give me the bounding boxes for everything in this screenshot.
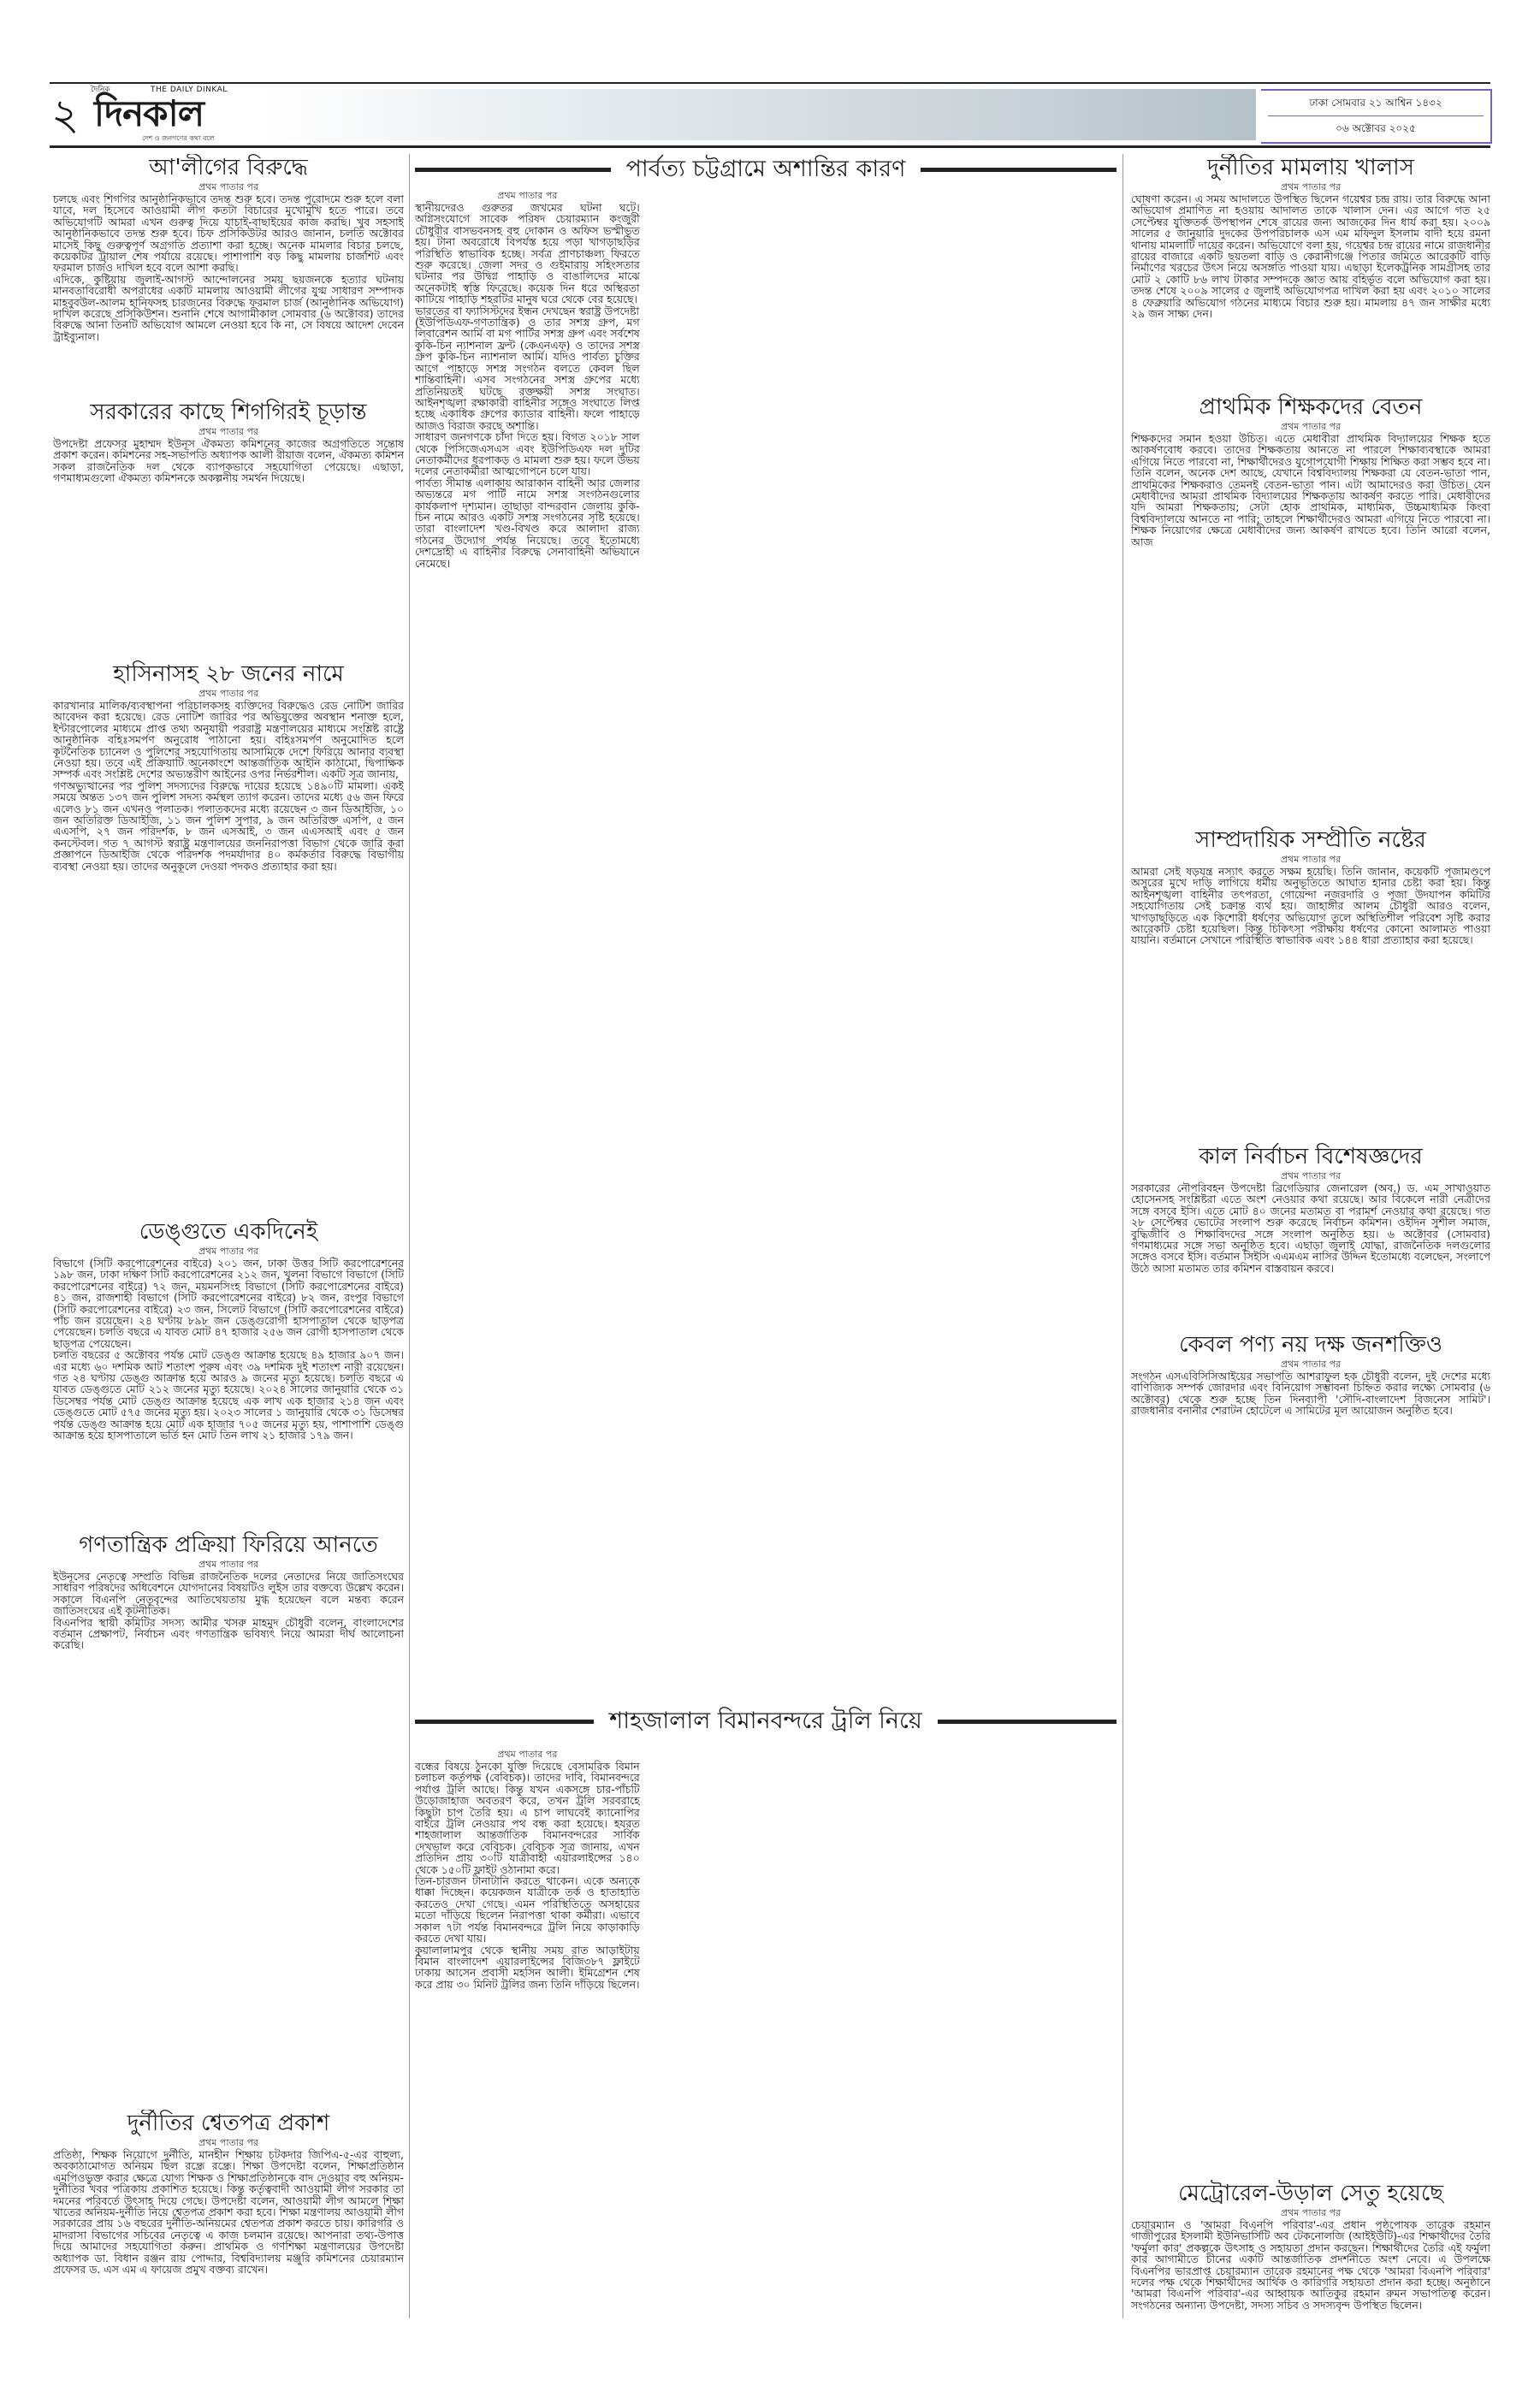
article-paragraph: বিএনপির স্থায়ী কমিটির সদস্য আমীর খসরু মাহমুদ চৌধুরী বলেন, বাংলাদেশের বর্তমান প্রেক্ষাপট, নির্বাচন এবং গণতান্ত্রিক ভবিষ্যৎ নিয়ে আমরা দীর্ঘ আলোচনা করেছি। — [53, 1615, 404, 1652]
article-dengue — [53, 1218, 404, 1528]
logo-english: THE DAILY DINKAL — [151, 86, 228, 94]
continuation-label: প্রথম পাতার পর — [198, 688, 259, 699]
article-paragraph: গণঅভ্যুত্থানের পর পুলিশ সদস্যদের বিরুদ্ধে দায়ের হয়েছে ১৪৯০টি মামলা। একই সময়ে অন্তত ১৩৭ জন পুলিশ সদস্য কর্মস্থল ত্যাগ করেন। তাদের মধ্যে ৫৬ জন ফিরে এলেও ৮১ জন এখনও পলাতক। পলাতকদের মধ্যে রয়েছেন ৩ জন ডিআইজি, ১০ জন অতিরিক্ত ডিআইজি, ১১ জন পুলিশ সুপার, ৯ জন অতিরিক্ত এসপি, ৫ জন এএসপি, ২৭ জন পরিদর্শক, ৮ জন এসআই, ৩ জন এএসআই এবং ৫ জন কনস্টেবল। গত ৭ আগস্ট স্বরাষ্ট্র মন্ত্রণালয়ের জননিরাপত্তা বিভাগ থেকে জারি করা প্রজ্ঞাপনে ডিআইজি থেকে পরিদর্শক পদমর্যাদার ৪০ কর্মকর্তার বিরুদ্ধে বিভাগীয় ব্যবস্থা নেওয়া হয়। তাদের অনুকূলে দেওয়া পদকও প্রত্যাহার করা হয়। — [53, 779, 404, 873]
article-alig — [53, 154, 404, 395]
article-kebol — [1131, 1331, 1490, 2178]
headline-bar — [415, 1720, 594, 1724]
headline-bar — [938, 1720, 1116, 1724]
headline: সরকারের কাছে শিগগিরই চূড়ান্ত — [90, 400, 367, 425]
page-number: ২ — [51, 90, 80, 139]
continuation-label: প্রথম পাতার পর — [1280, 1170, 1342, 1181]
continuation-label: প্রথম পাতার পর — [1280, 854, 1342, 865]
article-paragraph: প্রতিষ্ঠা, শিক্ষক নিয়োগে দুর্নীতি, মানহীন শিক্ষায় চটকদার জিপিএ-৫-এর বাহুল্য, অবকাঠামোগত অনিয়ম ছিল রন্ধ্রে রন্ধ্রে। শিক্ষা উপদেষ্টা বলেন, শিক্ষাপ্রতিষ্ঠান এমপিওভুক্ত করার ক্ষেত্রে যোগ্য শিক্ষক ও শিক্ষাপ্রতিষ্ঠানকে বাদ দেওয়ার বহু অনিয়ম-দুর্নীতির খবর পত্রিকায় প্রকাশিত হয়েছে। কিন্তু কর্তৃত্ববাদী আওয়ামী লীগ সরকার তা দমনের পরিবর্তে উৎসাহ দিয়ে গেছে। উপদেষ্টা বলেন, আওয়ামী লীগ আমলে শিক্ষা খাতের অনিয়ম-দুর্নীতি নিয়ে শ্বেতপত্র প্রকাশ করা হবে। শিক্ষা মন্ত্রণালয় আওয়ামী লীগ সরকারের প্রায় ১৬ বছরের দুর্নীতি-অনিয়মের শ্বেতপত্র প্রকাশ করতে চায়। কারিগরি ও মাদরাসা বিভাগের সচিবের নেতৃত্বে এ কাজ চলমান রয়েছে। আপনারা তথ্য-উপাত্ত দিয়ে আমাদের সহযোগিতা করুন। প্রাথমিক ও গণশিক্ষা মন্ত্রণালয়ের উপদেষ্টা অধ্যাপক ডা. বিধান রঞ্জন রায় পোদ্দার, বিশ্ববিদ্যালয় মঞ্জুরি কমিশনের চেয়ারম্যান প্রফেসর ড. এস এম এ ফায়েজ প্রমুখ বক্তব্য রাখেন। — [53, 2148, 404, 2277]
continuation-label: প্রথম পাতার পর — [198, 426, 259, 437]
headline: মেট্রোরেল-উড়াল সেতু হয়েছে — [1177, 2181, 1444, 2206]
headline-bar — [415, 168, 611, 172]
continuation-label: প্রথম পাতার পর — [1280, 181, 1342, 192]
article-paragraph: সংগঠন এসএবিসিসিআইয়ের সভাপতি আশরাফুল হক চৌধুরী বলেন, দুই দেশের মধ্যে বাণিজ্যিক সম্পর্ক জোরদার এবং বিনিয়োগ সম্ভাবনা চিহ্নিত করার লক্ষ্যে সোমবার (৬ অক্টোবর) থেকে শুরু হচ্ছে তিন দিনব্যাপী 'সৌদি-বাংলাদেশ বিজনেস সামিট'। রাজধানীর বনানীর শেরাটন হোটেলে এ সামিটের মূল আয়োজন অনুষ্ঠিত হবে। — [1131, 1370, 1490, 1418]
continuation-label: প্রথম পাতার পর — [1280, 1359, 1342, 1370]
continuation-label: প্রথম পাতার পর — [497, 1749, 558, 1760]
headline-parbatya-row — [415, 154, 1116, 185]
date-bangla: ঢাকা সোমবার ২১ আশ্বিন ১৪৩২ — [1268, 91, 1484, 116]
article-paragraph: চেয়ারম্যান ও 'আমরা বিএনপি পরিবার'-এর প্রধান পৃষ্ঠপোষক তারেক রহমান গাজীপুরের ইসলামী ইউনিভার্সিটি অব টেকনোলজি (আইইউটি)-এর শিক্ষার্থীদের তৈরি 'ফর্মুলা কার' প্রকল্পকে উৎসাহ ও সহায়তা প্রদান করছেন। শিক্ষার্থীদের তৈরি এই ফর্মুলা কার আগামীতে চীনের একটি আন্তর্জাতিক প্রদর্শনীতে অংশ নেবে। এ উপলক্ষে বিএনপির ভারপ্রাপ্ত চেয়ারম্যান তারেক রহমানের পক্ষ থেকে 'আমরা বিএনপি পরিবার' দলের পক্ষ থেকে শিক্ষার্থীদের আর্থিক ও কারিগরি সহায়তা প্রদান করা হচ্ছে। অনুষ্ঠানে 'আমরা বিএনপি পরিবার'-এর আহ্বায়ক আতিকুর রহমান রুমন সভাপতিত্ব করেন। সংগঠনের অন্যান্য উপদেষ্টা, সদস্য সচিব ও সদস্যবৃন্দ উপস্থিত ছিলেন। — [1131, 2218, 1490, 2312]
article-paragraph: চলতি বছরের ৫ অক্টোবর পর্যন্ত মোট ডেঙ্গু আক্রান্ত হয়েছে ৪৯ হাজার ৯০৭ জন। এর মধ্যে ৬০ দশমিক আট শতাংশ পুরুষ এবং ৩৯ দশমিক দুই শতাংশ নারী রয়েছেন। গত ২৪ ঘণ্টায় ডেঙ্গু আক্রান্ত হয়ে আরও ৯ জনের মৃত্যু হয়েছে। চলতি বছরে এ যাবত ডেঙ্গুতে মোট ২১২ জনের মৃত্যু হয়েছে। ২০২৪ সালের জানুয়ারি থেকে ৩১ ডিসেম্বর পর্যন্ত মোট ডেঙ্গু আক্রান্ত হয়েছে এক লাখ এক হাজার ২১৪ জন এবং ডেঙ্গুতে মোট ৫৭৫ জনের মৃত্যু হয়। ২০২৩ সালের ১ জানুয়ারি থেকে ৩১ ডিসেম্বর পর্যন্ত ডেঙ্গু আক্রান্ত হয়ে মোট এক হাজার ৭০৫ জনের মৃত্যু হয়, পাশাপাশি ডেঙ্গু আক্রান্ত হয়ে হাসপাতালে ভর্তি হন মোট তিন লাখ ২১ হাজার ১৭৯ জন। — [53, 1348, 404, 1442]
continuation-label: প্রথম পাতার পর — [497, 190, 558, 201]
article-paragraph: সরকারের নৌপরিবহন উপদেষ্টা ব্রিগেডিয়ার জেনারেল (অব.) ড. এম সাখাওয়াত হোসেনসহ সংশ্লিষ্টরা এতে অংশ নেওয়ার কথা রয়েছে। আর বিকেলে নারী নেত্রীদের সঙ্গে বসবে ইসি। এতে মোট ৪০ জনের মতামত বা পরামর্শ নেওয়ার কথা রয়েছে। গত ২৮ সেপ্টেম্বর ভোটের সংলাপ শুরু করেছে নির্বাচন কমিশন। ওইদিন সুশীল সমাজ, বুদ্ধিজীবি ও শিক্ষাবিদদের সঙ্গে সংলাপ অনুষ্ঠিত হয়। ৬ অক্টোবর (সোমবার) গণমাধ্যমের সঙ্গে সভা অনুষ্ঠিত হবে। এছাড়া জুলাই যোদ্ধা, রাজনৈতিক দলগুলোর সঙ্গেও বসবে ইসি। বর্তমান সিইসি এএমএম নাসির উদ্দিন ইতোমধ্যে বলেছেন, সংলাপে উঠে আসা মতামত তার কমিশন বাস্তবায়ন করবে। — [1131, 1181, 1490, 1275]
article-gonotantrik — [53, 1531, 404, 2106]
headline: প্রাথমিক শিক্ষকদের বেতন — [1199, 394, 1423, 420]
continuation-label: প্রথম পাতার পর — [198, 2137, 259, 2148]
article-paragraph: পার্বত্য সীমান্ত এলাকায় আরাকান বাহিনী আর জেলার অভ্যন্তরে মগ পার্টি নামে সশস্ত্র সংগঠনগুলোর কার্যকলাপ দৃশ্যমান। তাছাড়া বান্দরবান জেলায় কুকি-চিন নামে আরও একটি সশস্ত্র সংগঠনের সৃষ্টি হয়েছে। তারা বাংলাদেশ খণ্ড-বিখণ্ড করে আলাদা রাজ্য গঠনের উদ্যোগ পর্যন্ত নিয়েছে। তবে ইতোমধ্যে দেশদ্রোহী এ বাহিনীর বিরুদ্ধে সেনাবাহিনী অভিযানে নেমেছে। — [415, 476, 640, 570]
article-paragraph: উপদেষ্টা প্রফেসর মুহাম্মদ ইউনূস ঐকমত্য কমিশনের কাজের অগ্রগতিতে সন্তোষ প্রকাশ করেন। কমিশনের সহ-সভাপতি অধ্যাপক আলী রীয়াজ বলেন, ঐকমত্য কমিশন সকল রাজনৈতিক দল থেকে ব্যাপকভাবে সহযোগিতা পেয়েছে। এছাড়া, গণমাধ্যমগুলো ঐকমত্য কমিশনকে অকল্পনীয় সমর্থন দিয়েছে। — [53, 437, 404, 485]
headline-bar — [921, 168, 1116, 172]
masthead-bottom-rule — [50, 145, 1490, 148]
continuation-label: প্রথম পাতার পর — [198, 1559, 259, 1570]
article-paragraph: (ইউপিডিএফ-গণতান্ত্রিক) ও তার সশস্ত্র গ্রুপ, মগ লিবারেশন আর্মি বা মগ পার্টির সশস্ত্র গ্রুপ এবং সর্বশেষ কুকি-চিন ন্যাশনাল ফ্রন্ট (কেএনএফ) ও তাদের সশস্ত্র গ্রুপ কুকি-চিন ন্যাশনাল আর্মি। যদিও পার্বত্য চুক্তির আগে পাহাড়ে সশস্ত্র সংগঠন বলতে কেবল ছিল শান্তিবাহিনী। এসব সংগঠনের সশস্ত্র গ্রুপের মধ্যে প্রতিনিয়তই ঘটছে রক্তক্ষয়ী সশস্ত্র সংঘাত। আইনশৃঙ্খলা রক্ষাকারী বাহিনীর সঙ্গেও সংঘাতে লিপ্ত হচ্ছে একাধিক গ্রুপের ক্যাডার বাহিনী। ফলে পাহাড়ে আজও বিরাজ করছে অশান্তি। — [415, 316, 640, 432]
article-paragraph: বিভাগে (সিটি করপোরেশনের বাইরে) ২০১ জন, ঢাকা উত্তর সিটি করপোরেশনের ১৯৮ জন, ঢাকা দক্ষিণ সিটি করপোরেশনের ২১২ জন, খুলনা বিভাগে বিভাগে (সিটি করপোরেশনের বাইরে) ৭২ জন, ময়মনসিংহ বিভাগে (সিটি করপোরেশনের বাইরে) ৪১ জন, রাজশাহী বিভাগে (সিটি করপোরেশনের বাইরে) ৮২ জন, রংপুর বিভাগে (সিটি করপোরেশনের বাইরে) ২৩ জন, সিলেট বিভাগে (সিটি করপোরেশনের বাইরে) পাঁচ জন রয়েছেন। ২৪ ঘণ্টায় ৮৯৮ জন ডেঙ্গুরোগী হাসপাতাল থেকে ছাড়পত্র পেয়েছেন। চলতি বছরে এ যাবত মোট ৪৭ হাজার ২৫৬ জন রোগী হাসপাতাল থেকে ছাড়পত্র পেয়েছেন। — [53, 1257, 404, 1350]
headline: ডেঙ্গুতে একদিনেই — [139, 1219, 318, 1245]
article-khalas — [1131, 154, 1490, 392]
article-sarkar — [53, 399, 404, 659]
article-kal — [1131, 1143, 1490, 1329]
continuation-label: প্রথম পাতার পর — [198, 1246, 259, 1257]
masthead — [50, 86, 1490, 144]
date-english: ০৬ অক্টোবর ২০২৫ — [1336, 122, 1416, 134]
continuation-label: প্রথম পাতার পর — [1280, 2207, 1342, 2218]
continuation-label: প্রথম পাতার পর — [1280, 421, 1342, 432]
article-paragraph: চলছে এবং শিগগির আনুষ্ঠানিকভাবে তদন্ত শুরু হবে। তদন্ত পুরোদমে শুরু হলে বলা যাবে, দল হিসেবে আওয়ামী লীগ কতটা বিচারের মুখোমুখি হতে পারে। তবে অভিযোগটি আমরা এখন গুরুত্ব দিয়ে যাচাই-বাছাইয়ের কাজ করছি। খুব সহসাই আনুষ্ঠানিকভাবে তদন্ত শুরু হবে। চিফ প্রসিকিউটর আরও জানান, চলতি অক্টোবর মাসেই কিছু গুরুত্বপূর্ণ অগ্রগতি প্রত্যাশা করা হচ্ছে। অনেক মামলার বিচার চলছে, কয়েকটির ট্রায়াল শেষ পর্যায়ে রয়েছে। পাশাপাশি বড় কিছু মামলায় চার্জশিট এবং ফরমাল চার্জও দাখিল হবে বলে আশা করছি। — [53, 192, 404, 275]
article-paragraph: সাধারণ জনগণকে চাঁদা দিতে হয়। বিগত ২০১৮ সাল থেকে পিসিজেএসএস এবং ইউপিডিএফ দল দুটির নেতাকর্মীদের ধরপাকড় ও মামলা শুরু হয়। ফলে উভয় দলের নেতাকর্মীরা আত্মগোপনে চলে যায়। — [415, 430, 640, 478]
headline: দুর্নীতির মামলায় খালাস — [1207, 155, 1414, 181]
top-rule — [50, 82, 1490, 84]
headline: কেবল পণ্য নয় দক্ষ জনশক্তিও — [1178, 1332, 1443, 1358]
article-metro — [1131, 2180, 1490, 2322]
headline: শাহজালাল বিমানবন্দরে ট্রলি নিয়ে — [609, 1708, 922, 1734]
article-paragraph: তিন-চারজন টানাটানি করতে থাকেন। একে অন্যকে ধাক্কা দিচ্ছেন। কয়েকজন যাত্রীকে তর্ক ও হাতাহাতি করতেও দেখা গেছে। এমন পরিস্থিতিতে অসহায়ের মতো দাঁড়িয়ে ছিলেন নিরাপত্তা থাকা কর্মীরা। এভাবে সকাল ৭টা পর্যন্ত বিমানবন্দরে ট্রলি নিয়ে কাড়াকাড়ি করতে দেখা যায়। — [415, 1874, 640, 1945]
headline: কাল নির্বাচন বিশেষজ্ঞদের — [1199, 1144, 1423, 1169]
article-shahjalal — [415, 1749, 1116, 2322]
article-prathomik — [1131, 394, 1490, 825]
article-paragraph: স্থানীয়দেরও গুরুতর জখমের ঘটনা ঘটে। অগ্নিসংযোগে সাবেক পরিষদ চেয়ারম্যান কংজুরী চৌধুরীর বাসভবনসহ বহু দোকান ও অফিস ভস্মীভূত হয়। টানা অবরোধে বিপর্যস্ত হয়ে পড়া খাগড়াছড়ির পরিস্থিতি স্বাভাবিক হচ্ছে। সর্বত্র প্রাণচাঞ্চল্য ফিরতে শুরু করেছে। জেলা সদর ও গুইমারায় সহিংসতার ঘটনার পর উদ্বিগ্ন পাহাড়ি ও বাঙালিদের মাঝে অনেকটাই স্বস্তি ফিরেছে। কয়েক দিন ধরে অস্থিরতা কাটিয়ে পাহাড়ি শহরটির মানুষ ঘরে থেকে বের হয়েছে। — [415, 201, 640, 306]
header-gradient-band — [264, 89, 1256, 140]
continuation-label: প্রথম পাতার পর — [198, 181, 259, 192]
headline: পার্বত্য চট্টগ্রামে অশান্তির কারণ — [625, 156, 906, 182]
column-divider — [1122, 154, 1123, 2318]
article-paragraph: শিক্ষকদের সমান হওয়া উচিত। এতে মেধাবীরা প্রাথমিক বিদ্যালয়ের শিক্ষক হতে আকর্ষণবোধ করবে। তাদের শিক্ষকতায় আনতে না পারলে শিক্ষাব্যবস্থাকে আমরা এগিয়ে নিতে পারবো না, শিক্ষার্থীদেরও যুগোপযোগী শিক্ষায় শিক্ষিত করা সম্ভব হবে না। তিনি বলেন, অনেক দেশ আছে, যেখানে বিশ্ববিদ্যালয় শিক্ষকরা যে বেতন-ভাতা পান, প্রাথমিকের শিক্ষকরাও তেমনই বেতন-ভাতা পান। এটা আমাদেরও করা উচিত। যেন মেধাবীদের আমরা প্রাথমিক বিদ্যালয়ের শিক্ষকতায় আকর্ষণ করতে পারি। মেধাবীদের যদি আমরা শিক্ষকতায়; সেটা হোক প্রাথমিক, মাধ্যমিক, উচ্চমাধ্যমিক কিংবা বিশ্ববিদ্যালয়ে আনতে না পারি; তাহলে শিক্ষার্থীদেরও আমরা এগিয়ে নিতে পারবো না। শিক্ষক নিয়োগের ক্ষেত্রে মেধাবীদের জন্য আকর্ষণ রাখতে হবে। তিনি আরো বলেন, আজ — [1131, 432, 1490, 548]
logo-prefix: দৈনিক — [91, 86, 110, 94]
article-shetpotro — [53, 2110, 404, 2324]
headline: দুর্নীতির শ্বেতপত্র প্রকাশ — [127, 2111, 330, 2136]
article-paragraph: আমরা সেই ষড়যন্ত্র নস্যাৎ করতে সক্ষম হয়েছি। তিনি জানান, কয়েকটি পূজামণ্ডপে অসুরের মুখে দাড়ি লাগিয়ে ধর্মীয় অনুভূতিতে আঘাত হানার চেষ্টা করা হয়। কিন্তু আইনশৃঙ্খলা বাহিনীর তৎপরতা, গোয়েন্দা নজরদারি ও পূজা উদযাপন কমিটির সহযোগিতায় সেই চক্রান্ত ব্যর্থ হয়। জাহাঙ্গীর আলম চৌধুরী আরও বলেন, খাগড়াছড়িতে এক কিশোরী ধর্ষণের অভিযোগ তুলে অস্থিতিশীল পরিবেশ সৃষ্টি করার আরেকটি চেষ্টা হয়েছিল। কিন্তু চিকিৎসা পরীক্ষায় ধর্ষণের কোনো আলামত পাওয়া যায়নি। বর্তমানে সেখানে পরিস্থিতি স্বাভাবিক এবং ১৪৪ ধারা প্রত্যাহার করা হয়েছে। — [1131, 865, 1490, 947]
headline: গণতান্ত্রিক প্রক্রিয়া ফিরিয়ে আনতে — [79, 1532, 378, 1558]
article-parbatya — [415, 190, 1116, 1702]
article-paragraph: এদিকে, কুষ্টিয়ায় জুলাই-আগস্ট আন্দোলনের সময় ছয়জনকে হত্যার ঘটনায় মানবতাবিরোধী অপরাধের একটি মামলায় আওয়ামী লীগের যুগ্ম সাধারণ সম্পাদক মাহবুবউল-আলম হানিফসহ চারজনের বিরুদ্ধে ফরমাল চার্জ (আনুষ্ঠানিক অভিযোগ) দাখিল করেছে প্রসিকিউশন। শুনানি শেষে আগামীকাল সোমবার (৬ অক্টোবর) তাদের বিরুদ্ধে আনা তিনটি অভিযোগ আমলে নেওয়া হবে কি না, সে বিষয়ে আদেশ দেবেন ট্রাইব্যুনাল। — [53, 272, 404, 343]
article-paragraph: বন্ধের বিষয়ে ঠুনকো যুক্তি দিয়েছে বেসামরিক বিমান চলাচল কর্তৃপক্ষ (বেবিচক)। তাদের দাবি, বিমানবন্দরে পর্যাপ্ত ট্রলি আছে। কিন্তু যখন একসঙ্গে চার-পাঁচটি উড়োজাহাজ অবতরণ করে, তখন ট্রলি সরবরাহে কিছুটা চাপ তৈরি হয়। এ চাপ লাঘবেই ক্যানোপির বাইরে ট্রলি নেওয়ার পথ বন্ধ করা হয়েছে। হযরত শাহজালাল আন্তর্জাতিক বিমানবন্দরের সার্বিক দেখভাল করে বেবিচক। বেবিচক সূত্র জানায়, এখন প্রতিদিন প্রায় ৩০টি যাত্রীবাহী এয়ারলাইন্সের ১৪০ থেকে ১৫০টি ফ্লাইট ওঠানামা করে। — [415, 1760, 640, 1876]
headline-shahjalal-row — [415, 1706, 1116, 1737]
article-paragraph: ঘোষণা করেন। এ সময় আদালতে উপস্থিত ছিলেন গয়েশ্বর চন্দ্র রায়। তার বিরুদ্ধে আনা অভিযোগ প্রমাণিত না হওয়ায় আদালত তাকে খালাস দেন। এর আগে গত ২৫ সেপ্টেম্বর যুক্তিতর্ক উপস্থাপন শেষে রায়ের জন্য আজকের দিন ধার্য করা হয়। ২০০৯ সালের ৫ জানুয়ারি দুদকের উপপরিচালক এস এম মফিদুল ইসলাম বাদী হয়ে রমনা থানায় মামলাটি দায়ের করেন। অভিযোগে বলা হয়, গয়েশ্বর চন্দ্র রায়ের নামে রাজধানীর রায়ের বাজারে একটি ছয়তলা বাড়ি ও কেরানীগঞ্জে পিতার জমিতে আরেকটি বাড়ি নির্মাণের খরচের উৎস নিয়ে অসঙ্গতি পাওয়া যায়। এছাড়া ইলেকট্রনিক সামগ্রীসহ তার মোট ২ কোটি ৮৬ লাখ টাকার সম্পদকে জ্ঞাত আয় বহির্ভূত বলে অভিযোগ করা হয়। তদন্ত শেষে ২০০৯ সালের ৫ জুলাই অভিযোগপত্র দাখিল করা হয় এবং ২০১০ সালের ৪ ফেব্রুয়ারি অভিযোগ গঠনের মাধ্যমে বিচার শুরু হয়। মামলায় ৪৭ জন সাক্ষীর মধ্যে ২৯ জন সাক্ষ্য দেন। — [1131, 192, 1490, 321]
logo-name: দিনকাল — [94, 92, 204, 134]
tagline: দেশ ও জনগণের কথা বলে — [142, 134, 215, 142]
headline: আ'লীগের বিরুদ্ধে — [149, 155, 308, 181]
article-paragraph: ভারতের বা ফ্যাসিস্টদের ইন্ধন দেখছেন স্বরাষ্ট্র উপদেষ্টা — [415, 304, 640, 317]
article-paragraph: ইউনূসের নেতৃত্বে সম্প্রতি বিভিন্ন রাজনৈতিক দলের নেতাদের নিয়ে জাতিসংঘের সাধারণ পরিষদের অধিবেশনে যোগদানের বিষয়টিও লুইস তার বক্তব্যে উল্লেখ করেন। সকালে বিএনপি নেতৃবৃন্দের আতিথেয়তায় মুগ্ধ হয়েছেন বলে মন্তব্য করেন জাতিসংঘের এই কূটনীতিক। — [53, 1570, 404, 1618]
headline: হাসিনাসহ ২৮ জনের নামে — [113, 661, 344, 687]
article-hasina — [53, 660, 404, 1217]
logo — [91, 86, 262, 144]
headline: সাম্প্রদায়িক সম্প্রীতি নষ্টের — [1195, 827, 1426, 853]
article-samprodayik — [1131, 826, 1490, 1141]
date-box — [1261, 89, 1492, 144]
article-paragraph: কুয়ালালামপুর থেকে স্থানীয় সময় রাত আড়াইটায় বিমান বাংলাদেশ এয়ারলাইন্সের বিজি৩৮৭ ফ্লাইটে ঢাকায় আসেন প্রবাসী মহসিন আলী। ইমিগ্রেশন শেষ করে প্রায় ৩০ মিনিট ট্রলির জন্য তিনি দাঁড়িয়ে ছিলেন। — [415, 1943, 640, 1991]
article-paragraph: কারখানার মালিক/ব্যবস্থাপনা পরিচালকসহ ব্যক্তিদের বিরুদ্ধেও রেড নোটিশ জারির আবেদন করা হয়েছে। রেড নোটিশ জারির পর অভিযুক্তের অবস্থান শনাক্ত হলে, ইন্টারপোলের মাধ্যমে প্রাপ্ত তথ্য অনুযায়ী পররাষ্ট্র মন্ত্রণালয়ের মাধ্যমে সংশ্লিষ্ট রাষ্ট্রে আনুষ্ঠানিক বহিঃসমর্পণ অনুরোধ পাঠানো হয়। বহিঃসমর্পণ অনুমোদিত হলে কূটনৈতিক চ্যানেল ও পুলিশের সহযোগিতায় আসামিকে দেশে ফিরিয়ে আনার ব্যবস্থা নেওয়া হয়। তবে এই প্রক্রিয়াটি অনেকাংশে আন্তর্জাতিক আইনি কাঠামো, দ্বিপাক্ষিক সম্পর্ক এবং সংশ্লিষ্ট দেশের অভ্যন্তরীণ আইনের ওপর নির্ভরশীল। একটি সূত্র জানায়, — [53, 699, 404, 781]
column-divider — [409, 154, 410, 2318]
